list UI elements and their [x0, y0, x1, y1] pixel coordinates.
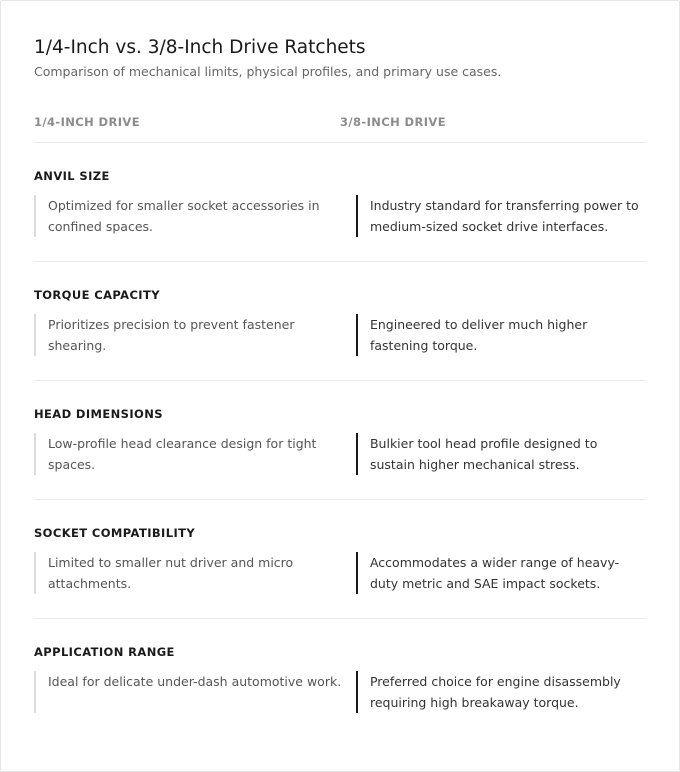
row-cells	[34, 671, 646, 713]
row-label: ANVIL SIZE	[34, 169, 110, 183]
three-eighths-inch-cell: Bulkier tool head profile designed to sustain higher mechanical stress.	[356, 433, 646, 475]
column-header-quarter-inch: 1/4-INCH DRIVE	[34, 115, 140, 129]
row-label: TORQUE CAPACITY	[34, 288, 160, 302]
row-label: SOCKET COMPATIBILITY	[34, 526, 196, 540]
page-title: 1/4-Inch vs. 3/8-Inch Drive Ratchets	[34, 37, 366, 58]
three-eighths-inch-cell: Industry standard for transferring power to medium-sized socket drive interfaces.	[356, 195, 646, 237]
three-eighths-inch-cell: Accommodates a wider range of heavy-duty metric and SAE impact sockets.	[356, 552, 646, 594]
row-label: APPLICATION RANGE	[34, 645, 175, 659]
row-cells	[34, 433, 646, 475]
comparison-row	[34, 500, 646, 619]
three-eighths-inch-cell: Engineered to deliver much higher fastening torque.	[356, 314, 646, 356]
quarter-inch-cell: Optimized for smaller socket accessories in confined spaces.	[34, 195, 356, 237]
three-eighths-inch-cell: Preferred choice for engine disassembly requiring high breakaway torque.	[356, 671, 646, 713]
row-cells	[34, 314, 646, 356]
comparison-row	[34, 381, 646, 500]
comparison-row	[34, 262, 646, 381]
comparison-row	[34, 619, 646, 737]
column-headers	[34, 114, 646, 143]
row-cells	[34, 195, 646, 237]
quarter-inch-cell: Ideal for delicate under-dash automotive work.	[34, 671, 356, 713]
quarter-inch-cell: Low-profile head clearance design for tight spaces.	[34, 433, 356, 475]
row-label: HEAD DIMENSIONS	[34, 407, 163, 421]
column-header-three-eighths-inch: 3/8-INCH DRIVE	[340, 115, 446, 129]
quarter-inch-cell: Prioritizes precision to prevent fastener shearing.	[34, 314, 356, 356]
quarter-inch-cell: Limited to smaller nut driver and micro attachments.	[34, 552, 356, 594]
row-cells	[34, 552, 646, 594]
page-subtitle: Comparison of mechanical limits, physical profiles, and primary use cases.	[34, 64, 502, 79]
comparison-rows	[34, 143, 646, 737]
comparison-row	[34, 143, 646, 262]
